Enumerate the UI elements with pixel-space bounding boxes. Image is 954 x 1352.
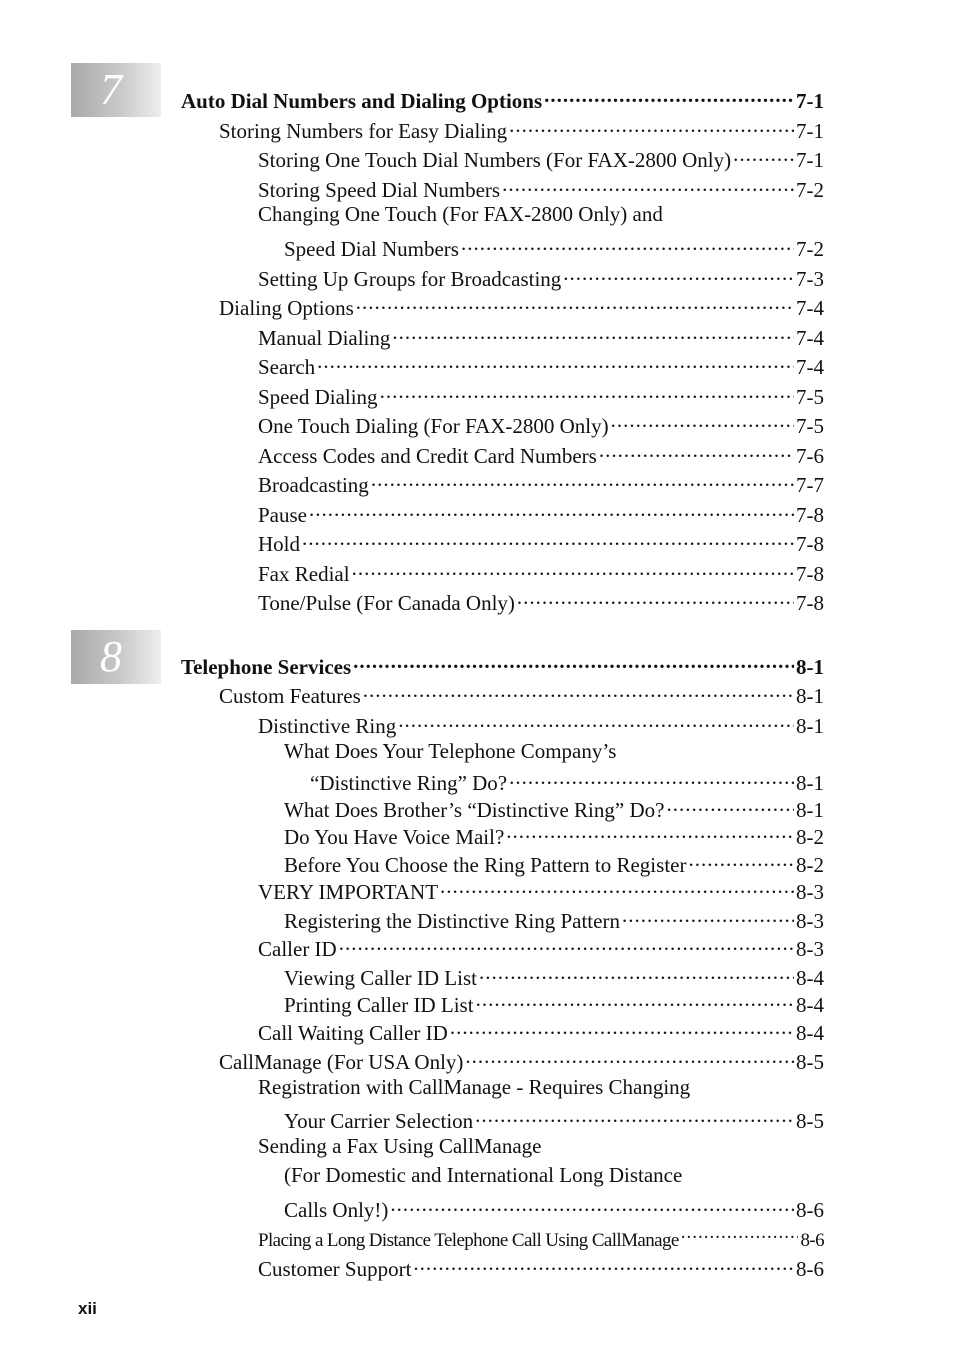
- toc-entry[interactable]: Pause ..... 7-8: [258, 498, 824, 527]
- toc-entry[interactable]: Custom Features ..... 8-1: [219, 679, 824, 708]
- toc-entry[interactable]: Customer Support ..... 8-6: [258, 1252, 824, 1281]
- toc-entry[interactable]: CallManage (For USA Only) ..... 8-5: [219, 1045, 824, 1074]
- toc-entry[interactable]: What Does Brother’s “Distinctive Ring” Do? ..... 8-1: [284, 793, 824, 822]
- chapter-8-tab: [71, 630, 161, 684]
- toc-entry[interactable]: Speed Dial Numbers ..... 7-2: [284, 232, 824, 261]
- chapter-number: 8: [100, 632, 122, 681]
- toc-entry[interactable]: Search ..... 7-4: [258, 350, 824, 379]
- chapter-number: 7: [100, 65, 122, 114]
- toc-entry[interactable]: VERY IMPORTANT ..... 8-3: [258, 875, 824, 904]
- toc-entry[interactable]: Storing Numbers for Easy Dialing ..... 7-1: [219, 114, 824, 143]
- page-number: xii: [78, 1299, 97, 1318]
- toc-entry-line[interactable]: Changing One Touch (For FAX-2800 Only) and: [258, 202, 663, 226]
- toc-entry[interactable]: Before You Choose the Ring Pattern to Register ..... 8-2: [284, 848, 824, 877]
- toc-entry[interactable]: Setting Up Groups for Broadcasting ..... 7-3: [258, 262, 824, 291]
- toc-entry[interactable]: Tone/Pulse (For Canada Only) ..... 7-8: [258, 586, 824, 615]
- toc-entry[interactable]: Placing a Long Distance Telephone Call Using CallManage ..... 8-6: [258, 1222, 824, 1253]
- toc-entry-line[interactable]: (For Domestic and International Long Distance: [284, 1163, 683, 1187]
- toc-entry[interactable]: Access Codes and Credit Card Numbers ..... 7-6: [258, 439, 824, 468]
- toc-entry[interactable]: Caller ID ..... 8-3: [258, 932, 824, 961]
- toc-entry[interactable]: Viewing Caller ID List ..... 8-4: [284, 961, 824, 990]
- toc-entry-line[interactable]: Sending a Fax Using CallManage: [258, 1134, 542, 1158]
- toc-entry[interactable]: Broadcasting ..... 7-7: [258, 468, 824, 497]
- toc-entry[interactable]: Storing Speed Dial Numbers ..... 7-2: [258, 173, 824, 202]
- toc-entry-line[interactable]: Registration with CallManage - Requires Changing: [258, 1075, 691, 1099]
- toc-entry[interactable]: Storing One Touch Dial Numbers (For FAX-2800 Only) ..... 7-1: [258, 143, 824, 172]
- toc-entry-chapter[interactable]: Telephone Services ..... 8-1: [181, 650, 824, 679]
- toc-entry[interactable]: “Distinctive Ring” Do? ..... 8-1: [310, 766, 824, 795]
- toc-entry[interactable]: Your Carrier Selection ..... 8-5: [284, 1104, 824, 1133]
- toc-entry-chapter[interactable]: Auto Dial Numbers and Dialing Options ..... 7-1: [181, 84, 824, 113]
- toc-entry[interactable]: Calls Only!) ..... 8-6: [284, 1193, 824, 1222]
- toc-entry[interactable]: Call Waiting Caller ID ..... 8-4: [258, 1016, 824, 1045]
- toc-entry[interactable]: Distinctive Ring ..... 8-1: [258, 709, 824, 738]
- toc-entry[interactable]: Hold ..... 7-8: [258, 527, 824, 556]
- toc-entry[interactable]: Printing Caller ID List ..... 8-4: [284, 988, 824, 1017]
- toc-entry[interactable]: Fax Redial ..... 7-8: [258, 557, 824, 586]
- toc-entry[interactable]: One Touch Dialing (For FAX-2800 Only) ..... 7-5: [258, 409, 824, 438]
- chapter-7-tab: [71, 63, 161, 117]
- toc-entry[interactable]: Do You Have Voice Mail? ..... 8-2: [284, 820, 824, 849]
- toc-entry-line[interactable]: What Does Your Telephone Company’s: [284, 739, 617, 763]
- toc-entry[interactable]: Speed Dialing ..... 7-5: [258, 380, 824, 409]
- toc-entry[interactable]: Manual Dialing ..... 7-4: [258, 321, 824, 350]
- toc-entry[interactable]: Registering the Distinctive Ring Pattern ..... 8-3: [284, 904, 824, 933]
- toc-entry[interactable]: Dialing Options ..... 7-4: [219, 291, 824, 320]
